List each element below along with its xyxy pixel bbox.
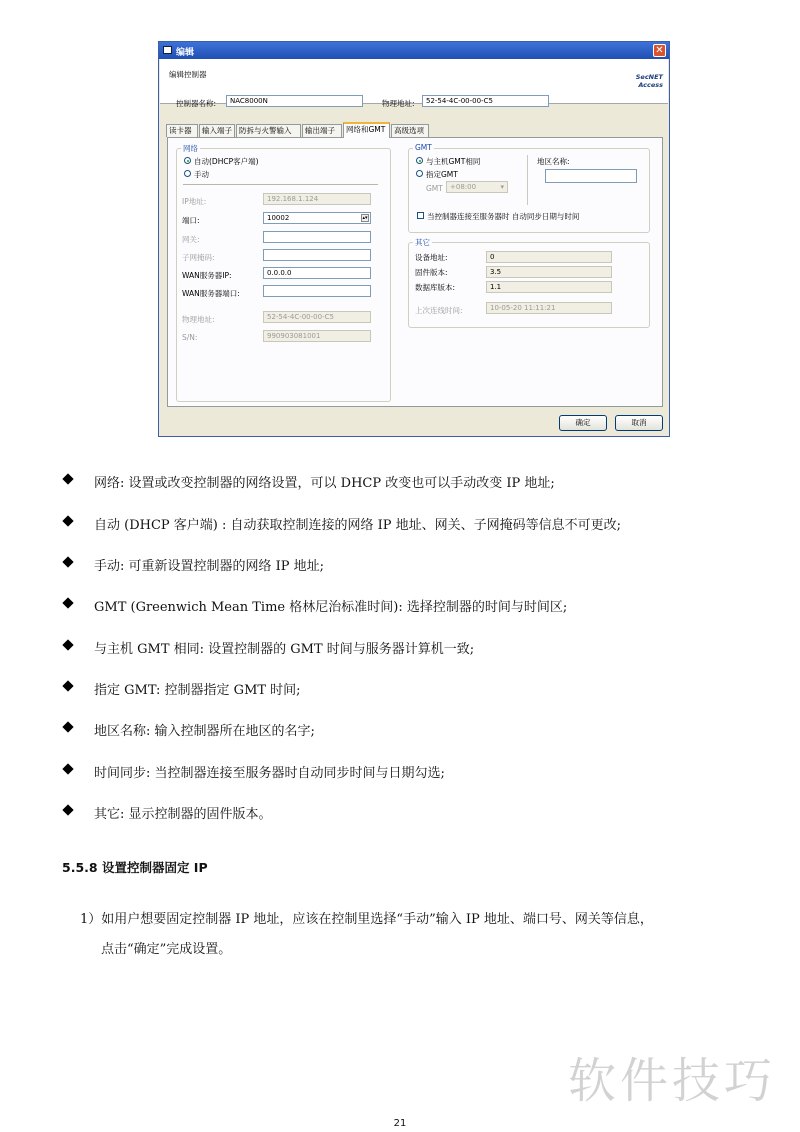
- wan-port-field[interactable]: [263, 285, 371, 297]
- diamond-bullet-icon: [62, 804, 73, 815]
- diamond-bullet-icon: [62, 639, 73, 650]
- gmt-label: GMT: [426, 184, 443, 193]
- diamond-bullet-icon: [62, 597, 73, 608]
- device-address-label: 设备地址:: [415, 253, 448, 262]
- firmware-version-field: 3.5: [486, 266, 612, 278]
- firmware-version-label: 固件版本:: [415, 268, 448, 277]
- gmt-group-title: GMT: [415, 143, 432, 152]
- subnet-mask-label: 子网掩码:: [182, 253, 215, 262]
- tab-tamper-fire[interactable]: 防拆与火警输入: [236, 124, 301, 137]
- diamond-bullet-icon: [62, 721, 73, 732]
- tab-reader[interactable]: 读卡器: [166, 124, 198, 137]
- region-name-label: 地区名称:: [537, 157, 570, 166]
- auto-dhcp-radio[interactable]: [184, 157, 191, 164]
- auto-dhcp-label: 自动(DHCP客户端): [194, 157, 259, 166]
- gateway-label: 网关:: [182, 235, 200, 244]
- physical-address-field: 52-54-4C-00-00-C5: [263, 311, 371, 323]
- port-label: 端口:: [182, 216, 200, 225]
- mac-address-input[interactable]: 52-54-4C-00-00-C5: [422, 95, 549, 107]
- paragraph-line-2: 点击“确定”完成设置。: [101, 942, 232, 957]
- device-address-field: 0: [486, 251, 612, 263]
- dialog-title: 编辑: [176, 48, 195, 58]
- dialog-titlebar[interactable]: [159, 42, 669, 59]
- tab-panel: [167, 137, 663, 407]
- close-icon[interactable]: ✕: [653, 44, 666, 57]
- wan-ip-label: WAN服务器IP:: [182, 271, 232, 280]
- region-name-field[interactable]: [545, 169, 637, 183]
- diamond-bullet-icon: [62, 763, 73, 774]
- last-connection-label: 上次连线时间:: [415, 306, 463, 315]
- network-group-title: 网络: [183, 144, 198, 153]
- manual-label: 手动: [194, 170, 209, 179]
- serial-number-label: S/N:: [182, 333, 198, 342]
- auto-sync-checkbox[interactable]: [417, 212, 424, 219]
- tab-input[interactable]: 输入端子: [199, 124, 235, 137]
- dialog-heading: 编辑控制器: [169, 70, 207, 79]
- database-version-field: 1.1: [486, 281, 612, 293]
- diamond-bullet-icon: [62, 680, 73, 691]
- gmt-group: [408, 143, 650, 233]
- database-version-label: 数据库版本:: [415, 283, 456, 292]
- other-group: [408, 238, 650, 328]
- wan-port-label: WAN服务器端口:: [182, 289, 240, 298]
- secnet-logo: SecNET Access: [635, 73, 663, 89]
- physical-address-label: 物理地址:: [182, 315, 215, 324]
- cancel-button[interactable]: 取消: [615, 415, 663, 431]
- tab-advanced[interactable]: 高级选项: [391, 124, 429, 137]
- diamond-bullet-icon: [62, 473, 73, 484]
- chevron-down-icon: ▾: [500, 183, 504, 191]
- tab-output[interactable]: 输出端子: [302, 124, 342, 137]
- network-group: [176, 144, 391, 402]
- divider: [183, 184, 378, 185]
- ip-address-field[interactable]: 192.168.1.124: [263, 193, 371, 205]
- vertical-divider: [527, 155, 528, 205]
- auto-sync-label: 当控制器连接至服务器时 自动同步日期与时间: [427, 212, 580, 221]
- ip-address-label: IP地址:: [182, 197, 207, 206]
- controller-name-label: 控制器名称:: [176, 99, 217, 108]
- subnet-mask-field[interactable]: [263, 249, 371, 261]
- diamond-bullet-icon: [62, 556, 73, 567]
- last-connection-field: 10-05-20 11:11:21: [486, 302, 612, 314]
- same-as-host-gmt-radio[interactable]: [416, 157, 423, 164]
- same-as-host-gmt-label: 与主机GMT相同: [426, 157, 481, 166]
- ok-button[interactable]: 确定: [559, 415, 607, 431]
- tab-network-gmt[interactable]: 网络和GMT: [343, 122, 390, 138]
- controller-name-input[interactable]: NAC8000N: [226, 95, 363, 107]
- gmt-offset-select[interactable]: +08:00 ▾: [446, 181, 508, 193]
- manual-radio[interactable]: [184, 170, 191, 177]
- specify-gmt-radio[interactable]: [416, 170, 423, 177]
- stepper-arrows-icon[interactable]: ▴▾: [362, 215, 368, 221]
- specify-gmt-label: 指定GMT: [426, 170, 458, 179]
- section-heading: 5.5.8 设置控制器固定 IP: [62, 860, 208, 875]
- diamond-bullet-icon: [62, 515, 73, 526]
- watermark: 软件技巧: [568, 1053, 777, 1109]
- mac-address-label: 物理地址:: [382, 99, 415, 108]
- other-group-title: 其它: [415, 238, 430, 247]
- paragraph-line-1: 1）如用户想要固定控制器 IP 地址，应该在控制里选择“手动”输入 IP 地址、端口号、网关等信息，: [80, 912, 653, 927]
- port-stepper[interactable]: 10002 ▴▾: [263, 212, 371, 224]
- page-number: 21: [393, 1118, 407, 1129]
- window-icon: [163, 46, 172, 54]
- gateway-field[interactable]: [263, 231, 371, 243]
- serial-number-field: 990903081001: [263, 330, 371, 342]
- edit-controller-dialog: [158, 41, 670, 437]
- wan-ip-field[interactable]: 0.0.0.0: [263, 267, 371, 279]
